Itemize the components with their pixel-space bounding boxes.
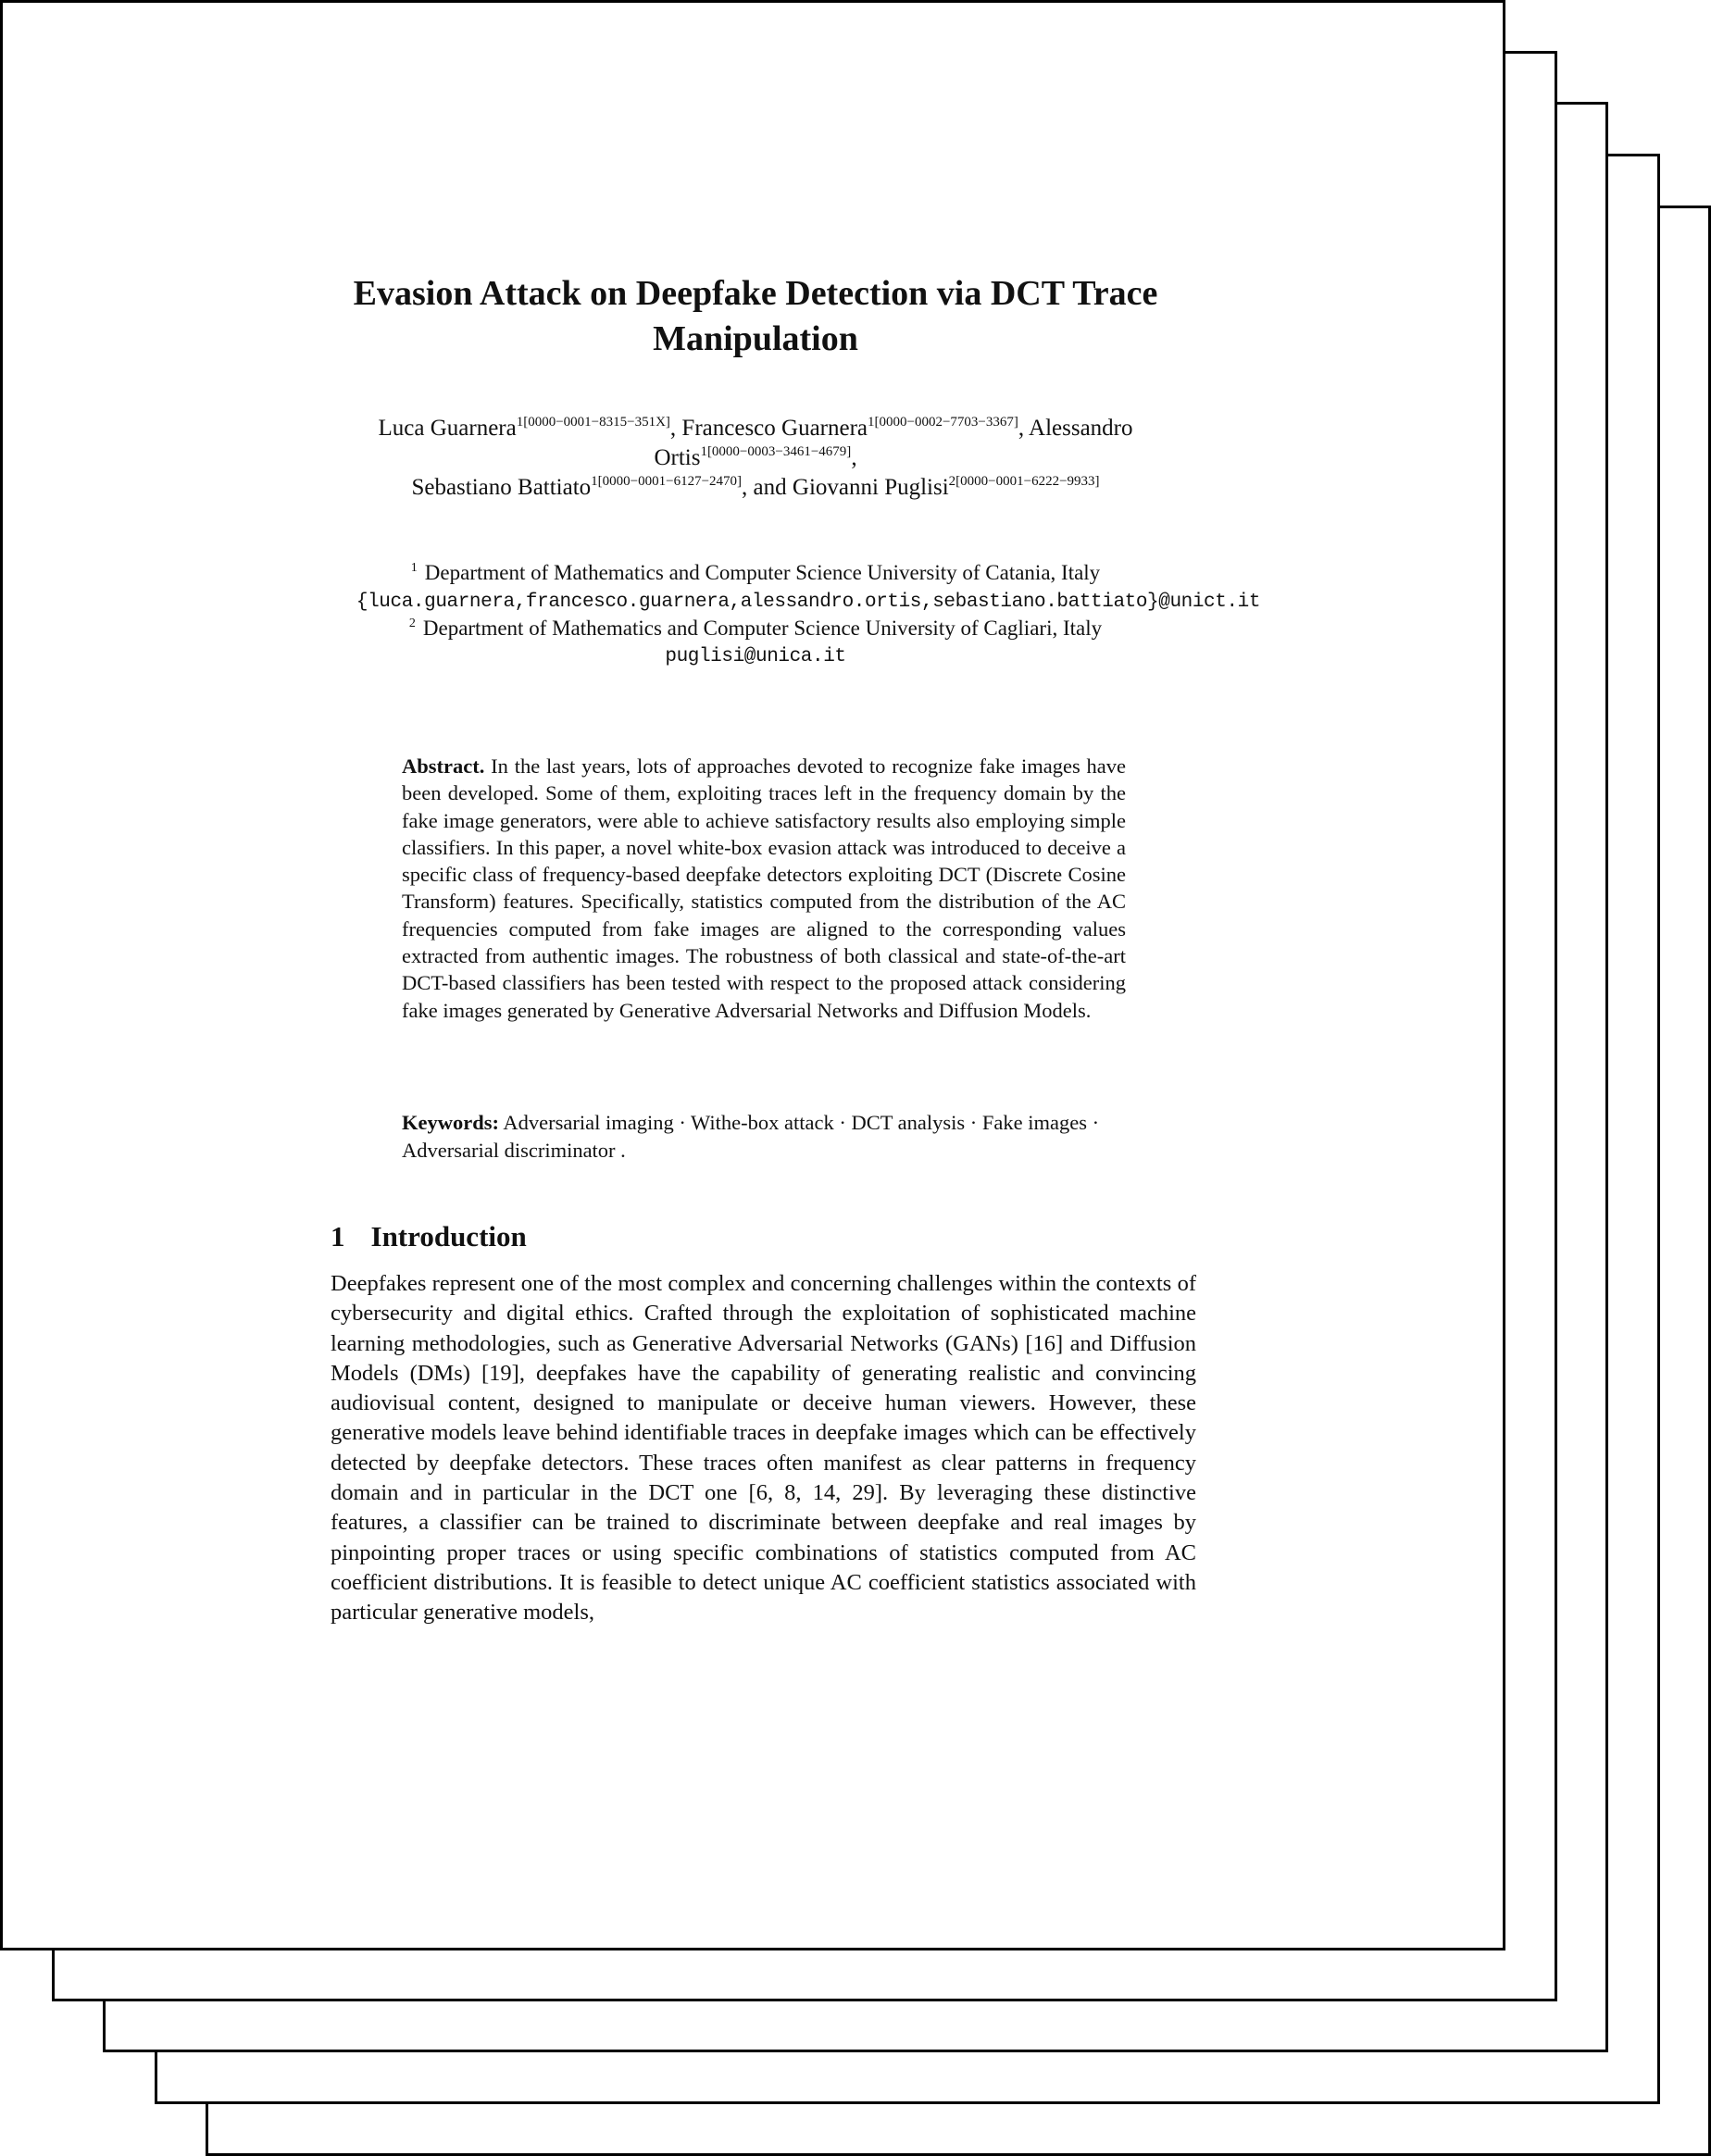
affiliation-email-2: puglisi@unica.it <box>665 646 846 667</box>
affiliation-2 <box>281 615 1230 642</box>
author-orcid: 1[0000−0003−3461−4679] <box>700 444 852 459</box>
keywords-label: Keywords: <box>402 1111 499 1134</box>
abstract <box>402 753 1126 1024</box>
affiliation-1 <box>281 559 1230 587</box>
author-name: Luca Guarnera <box>378 416 517 441</box>
author-connector: and <box>753 475 787 500</box>
affiliation-number: 2 <box>408 617 416 630</box>
affiliation-text: Department of Mathematics and Computer Science University of Cagliari, Italy <box>422 617 1103 640</box>
affiliation-email-1: {luca.guarnera,francesco.guarnera,alessandro.ortis,sebastiano.battiato}@unict.it <box>356 592 1261 613</box>
author-name: Sebastiano Battiato <box>411 475 592 500</box>
author-orcid: 1[0000−0001−6127−2470] <box>591 474 743 489</box>
author-orcid: 1[0000−0001−8315−351X] <box>516 415 670 430</box>
abstract-label: Abstract. <box>402 754 485 778</box>
author-name: Francesco Guarnera <box>681 416 868 441</box>
affiliation-number: 1 <box>410 561 418 575</box>
keywords <box>402 1109 1126 1165</box>
abstract-text: In the last years, lots of approaches devoted to recognize fake images have been developed. Some of them, exploiting traces left in the frequency domain by the fake image generators, were able to achieve satisfactory results also employing simple classifiers. In this paper, a novel white-box evasion attack was introduced to deceive a specific class of frequency-based deepfake detectors exploiting DCT (Discrete Cosine Transform) features. Specifically, statistics computed from the distribution of the AC frequencies computed from fake images are aligned to the corresponding values extracted from authentic images. The robustness of both classical and state-of-the-art DCT-based classifiers has been tested with respect to the proposed attack considering fake images generated by Generative Adversarial Networks and Diffusion Models. <box>402 754 1126 1022</box>
section-title: Introduction <box>370 1220 527 1252</box>
author-orcid: 1[0000−0002−7703−3367] <box>868 415 1018 430</box>
section-number: 1 <box>331 1220 345 1252</box>
section-heading <box>331 1218 527 1255</box>
keywords-text: Adversarial imaging · Withe-box attack · DCT analysis · Fake images · Adversarial discriminator . <box>402 1111 1100 1162</box>
author-orcid: 2[0000−0001−6222−9933] <box>948 474 1100 489</box>
affiliation-text: Department of Mathematics and Computer Science University of Catania, Italy <box>424 561 1101 584</box>
author-name: Alessandro Ortis <box>654 416 1133 470</box>
author-name: Giovanni Puglisi <box>792 475 949 500</box>
paper-title: Evasion Attack on Deepfake Detection via DCT Trace Manipulation <box>353 274 1158 358</box>
introduction-body: Deepfakes represent one of the most complex and concerning challenges within the contexts of cybersecurity and digital ethics. Crafted through the exploitation of sophisticated machine learning methodologies, such as Generative Adversarial Networks (GANs) [16] and Diffusion Models (DMs) [19], deepfakes have the capability of generating realistic and convincing audiovisual content, designed to manipulate or deceive human viewers. However, these generative models leave behind identifiable traces in deepfake images which can be effectively detected by deepfake detectors. These traces often manifest as clear patterns in frequency domain and in particular in the DCT one [6, 8, 14, 29]. By leveraging these distinctive features, a classifier can be trained to discriminate between deepfake and real images by pinpointing proper traces or using specific combinations of statistics computed from AC coefficient distributions. It is feasible to detect unique AC coefficient statistics associated with particular generative models, <box>331 1271 1196 1626</box>
author-list: Luca Guarnera$^{1[0000-0001-8315-351X]}$, Francesco Guarnera$^{1[0000-0002-7703-3367]}$, Alessandro Ortis$^{1[0000-0003-3461-4679]}$, Sebastiano Battiato$^{1[0000-0001-6127-2470]}$, and Giovanni Puglisi$^{2[0000-0001-6222-9933]}$ <box>378 415 1133 500</box>
